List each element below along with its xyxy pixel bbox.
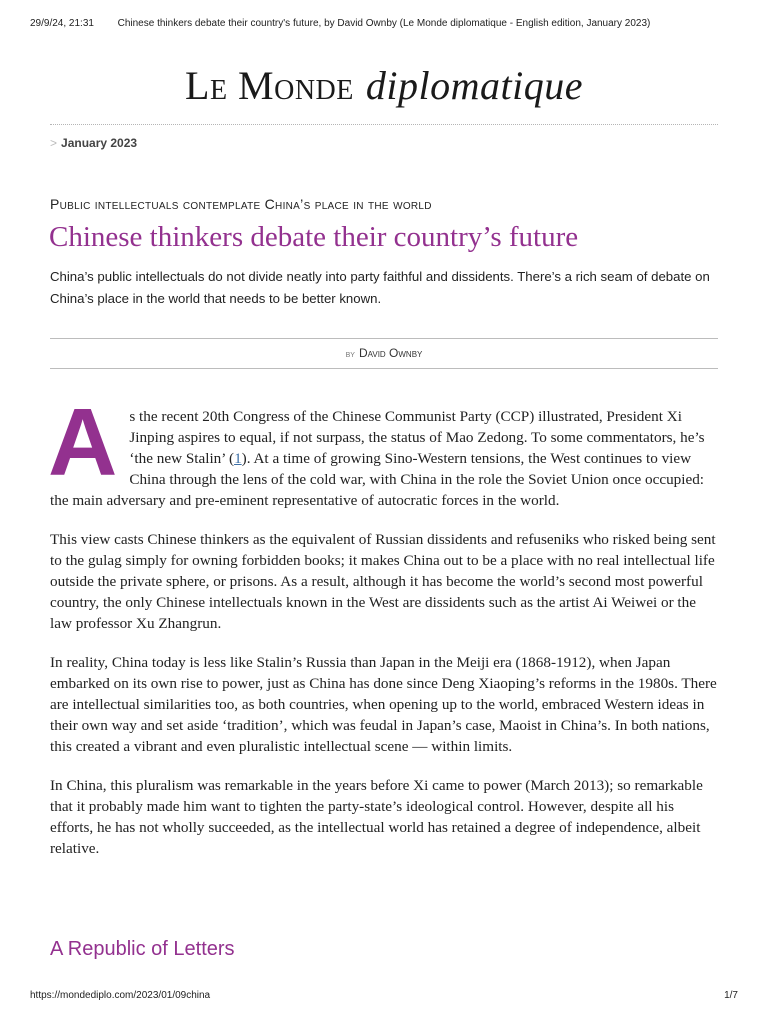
drop-cap: A bbox=[48, 389, 118, 496]
print-header bbox=[30, 18, 738, 32]
paragraph-1-text-a: s the recent 20th Congress of the Chinese Communist Party (CCP) illustrated, President Xi Jinping aspires to equal, if not surpass, the status of Mao Zedong. To some commentators, he’s ‘the new Stalin’ ( bbox=[129, 408, 705, 467]
paragraph-2: This view casts Chinese thinkers as the equivalent of Russian dissidents and refuseniks who risked being sent to the gulag simply for owning forbidden books; it makes China out to be a place with no real intellectual life outside the private sphere, or prisons. As a result, although it has become the world’s second most powerful country, the only Chinese intellectuals known in the West are dissidents such as the artist Ai Weiwei or the law professor Xu Zhangrun. bbox=[50, 531, 716, 632]
paragraph-1-text-b: ). At a time of growing Sino-Western tensions, the West continues to view China through the lens of the cold war, with China in the role the Soviet Union once occupied: the main adversary and pre-eminent representative of autocratic forces in the world. bbox=[50, 450, 705, 509]
byline-divider-bottom bbox=[50, 368, 718, 369]
article-title: Chinese thinkers debate their country’s future bbox=[49, 221, 579, 253]
chevron-right-icon: > bbox=[50, 136, 58, 150]
header-divider bbox=[50, 124, 718, 125]
print-title: Chinese thinkers debate their country's future, by David Ownby (Le Monde diplomatique - English edition, January 2023) bbox=[117, 18, 651, 29]
paragraph-1 bbox=[48, 389, 718, 511]
logo-le-monde: Le Monde bbox=[185, 63, 354, 108]
print-footer bbox=[30, 990, 738, 1004]
site-logo[interactable] bbox=[0, 62, 768, 110]
author-link[interactable]: David Ownby bbox=[358, 346, 423, 360]
breadcrumb bbox=[50, 136, 137, 150]
byline-prefix: by bbox=[345, 349, 355, 360]
article-standfirst: China’s public intellectuals do not divide neatly into party faithful and dissidents. There’s a rich seam of debate on China’s place in the world that needs to be better known. bbox=[50, 269, 710, 306]
breadcrumb-issue-link[interactable]: January 2023 bbox=[61, 136, 138, 150]
byline bbox=[0, 346, 768, 360]
logo-diplomatique: diplomatique bbox=[365, 63, 583, 108]
print-url: https://mondediplo.com/2023/01/09china bbox=[30, 990, 211, 1001]
paragraph-4: In China, this pluralism was remarkable in the years before Xi came to power (March 2013); so remarkable that it probably made him want to tighten the party-state’s ideological control. However, despite all his efforts, he has not wholly succeeded, as the intellectual world has retained a degree of independence, albeit relative. bbox=[50, 777, 703, 857]
paragraph-3: In reality, China today is less like Stalin’s Russia than Japan in the Meiji era (1868-1912), when Japan embarked on its own rise to power, just as China has done since Deng Xiaoping’s reforms in the 1980s. There are intellectual similarities too, as both countries, when opening up to the world, embraced Western ideas in their own way and set aside ‘tradition’, which was feudal in Japan’s case, Maoist in China’s. In both nations, this created a vibrant and even pluralistic intellectual scene — within limits. bbox=[50, 654, 717, 755]
print-page-number: 1/7 bbox=[724, 990, 738, 1001]
article-kicker: Public intellectuals contemplate China’s place in the world bbox=[50, 196, 432, 212]
article-body bbox=[48, 389, 718, 877]
print-datetime: 29/9/24, 21:31 bbox=[30, 18, 94, 29]
section-heading: A Republic of Letters bbox=[50, 938, 235, 960]
byline-divider-top bbox=[50, 338, 718, 339]
footnote-link-1[interactable]: 1 bbox=[234, 450, 242, 467]
